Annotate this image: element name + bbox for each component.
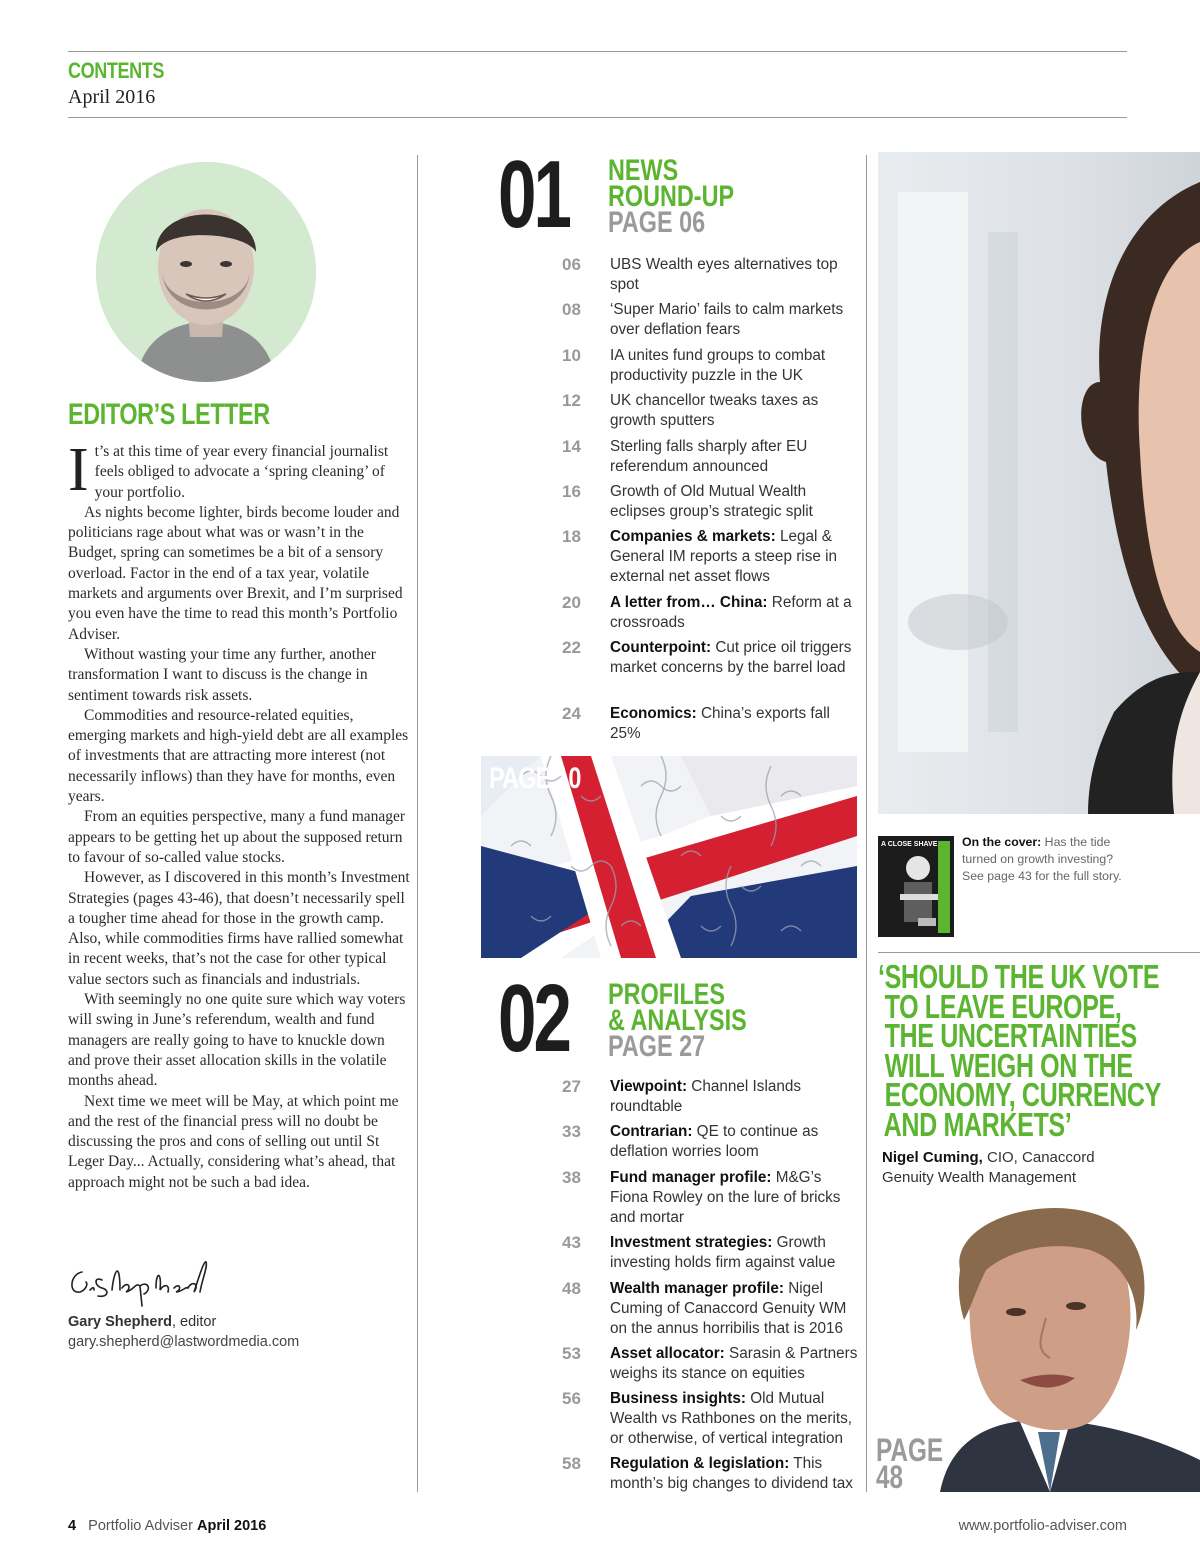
toc-entry: Sterling falls sharply after EU referendum announced — [610, 438, 808, 475]
toc-page-number: 20 — [562, 593, 581, 612]
letter-paragraph: Next time we meet will be May, at which point me and the rest of the financial press will no doubt be discussing the pros and cons of selling out until St Leger Day... Actually, considering what’s ahead, that approach might not be such a bad idea. — [68, 1092, 399, 1191]
section-title — [608, 154, 735, 239]
page-48-label: PAGE 48 — [876, 1432, 944, 1495]
toc-entry: Asset allocator: Sarasin & Partners weighs its stance on equities — [610, 1345, 858, 1382]
toc-entry: Growth of Old Mutual Wealth eclipses group’s strategic split — [610, 483, 813, 520]
toc-page-number: 06 — [562, 255, 581, 274]
toc-page-number: 22 — [562, 638, 581, 657]
letter-paragraph: However, as I discovered in this month’s Investment Strategies (pages 43-46), that doesn’t necessarily spell a tougher time ahead for those in the growth camp. Also, while commodities firms have rallied somewhat in recent weeks, that’s not the case for other typical value sectors such as financials and industrials. — [68, 869, 410, 988]
letter-paragraph: With seemingly no one quite sure which way voters will swing in June’s referendum, wealth and fund managers are really going to have to knuckle down and prove their asset allocation skills in the volatile months ahead. — [68, 991, 406, 1090]
section-number: 02 — [498, 965, 570, 1072]
footer-issue: April 2016 — [196, 1518, 267, 1534]
section-title-line: PROFILES — [608, 978, 726, 1011]
toc-entry: A letter from… China: Reform at a crossroads — [610, 594, 852, 631]
editor-role: , editor — [171, 1314, 217, 1330]
toc-page-number: 53 — [562, 1344, 581, 1363]
section-title-line: & ANALYSIS — [608, 1004, 747, 1037]
toc-entry: Contrarian: QE to continue as deflation worries loom — [610, 1123, 819, 1160]
section-title-line: ROUND-UP — [608, 180, 735, 213]
column-rule-right — [866, 155, 867, 1492]
toc-page-number: 18 — [562, 527, 581, 546]
toc-entry: Counterpoint: Cut price oil triggers market concerns by the barrel load — [610, 639, 852, 676]
toc-page-number: 12 — [562, 391, 581, 410]
toc-page-number: 58 — [562, 1454, 581, 1473]
quote-role: CIO, Canaccord Genuity Wealth Management — [882, 1149, 1095, 1186]
section-title — [608, 978, 747, 1063]
quote-name: Nigel Cuming, — [882, 1149, 983, 1166]
toc-page-number: 27 — [562, 1077, 581, 1096]
toc-entry: Companies & markets: Legal & General IM reports a steep rise in external net asset flows — [610, 528, 838, 585]
editor-email-link[interactable]: gary.shepherd@lastwordmedia.com — [68, 1334, 300, 1350]
letter-paragraph: It’s at this time of year every financial journalist feels obliged to advocate a ‘spring cleaning’ of your portfolio. — [68, 436, 389, 504]
editor-byline — [68, 1314, 216, 1330]
editor-signature — [64, 1250, 234, 1310]
toc-page-number: 38 — [562, 1168, 581, 1187]
editor-photo — [96, 162, 316, 382]
cover-portrait-photo[interactable] — [878, 152, 1200, 814]
cover-thumb-text: A CLOSE SHAVE — [881, 841, 938, 848]
toc-entry: Business insights: Old Mutual Wealth vs Rathbones on the merits, or otherwise, of vertical integration — [610, 1390, 853, 1447]
toc-entry: UK chancellor tweaks taxes as growth sputters — [610, 392, 819, 429]
toc-page-number: 43 — [562, 1233, 581, 1252]
section-title-line: NEWS — [608, 154, 679, 187]
toc-entry: Fund manager profile: M&G’s Fiona Rowley on the lure of bricks and mortar — [610, 1169, 841, 1226]
toc-page-number: 08 — [562, 300, 581, 319]
toc-page-number: 10 — [562, 346, 581, 365]
contents-label: CONTENTS — [68, 58, 164, 83]
toc-entry: UBS Wealth eyes alternatives top spot — [610, 256, 838, 293]
editor-name: Gary Shepherd — [68, 1314, 172, 1330]
toc-entry: IA unites fund groups to combat productivity puzzle in the UK — [610, 347, 826, 384]
toc-page-number: 14 — [562, 437, 581, 456]
cover-caption: On the cover: Has the tide turned on growth investing? See page 43 for the full story. — [962, 835, 1122, 883]
right-column-rule — [878, 952, 1200, 953]
section-page: PAGE 06 — [608, 206, 706, 239]
footer-publication: Portfolio Adviser — [88, 1518, 193, 1534]
toc-entry: Investment strategies: Growth investing holds firm against value — [610, 1234, 836, 1271]
toc-entry: Viewpoint: Channel Islands roundtable — [610, 1078, 802, 1115]
toc-entry: Regulation & legislation: This month’s big changes to dividend tax — [610, 1455, 853, 1492]
letter-paragraph: Without wasting your time any further, another transformation I want to discuss is the change in sentiment towards risk assets. — [68, 645, 376, 704]
quote-attribution — [882, 1148, 1122, 1187]
toc-page-number: 33 — [562, 1122, 581, 1141]
header-rule — [68, 117, 1127, 118]
footer-website-link[interactable]: www.portfolio-adviser.com — [958, 1518, 1127, 1534]
toc-page-number: 16 — [562, 482, 581, 501]
toc-entry: Economics: China’s exports fall 25% — [610, 705, 830, 742]
footer-folio — [68, 1518, 266, 1534]
letter-paragraph: From an equities perspective, many a fund manager appears to be getting het up about the supposed return to favour of so-called value stocks. — [68, 808, 406, 866]
top-rule — [68, 51, 1127, 52]
magazine-cover-thumbnail[interactable] — [878, 836, 954, 937]
toc-entry: Wealth manager profile: Nigel Cuming of Canaccord Genuity WM on the annus horribilis that is 2016 — [610, 1280, 847, 1337]
nigel-cuming-portrait[interactable] — [900, 1200, 1200, 1492]
column-rule-left — [417, 155, 418, 1492]
editors-letter-body — [68, 436, 410, 1193]
footer-page-number: 4 — [68, 1518, 77, 1534]
issue-date: April 2016 — [68, 86, 156, 108]
toc-page-number: 24 — [562, 704, 581, 723]
toc-entry: ‘Super Mario’ fails to calm markets over deflation fears — [610, 301, 844, 338]
section-page: PAGE 27 — [608, 1030, 706, 1063]
toc-page-number: 48 — [562, 1279, 581, 1298]
toc-page-number: 56 — [562, 1389, 581, 1408]
letter-paragraph: Commodities and resource-related equities, emerging markets and high-yield debt are all examples of investments that are attracting more interest (not necessarily inflows) than they have for months, even years. — [68, 706, 409, 806]
editors-letter-heading: EDITOR’S LETTER — [68, 398, 270, 431]
letter-paragraph: As nights become lighter, birds become louder and politicians rage about what was or wasn’t in the Budget, spring can sometimes be a bit of a sensory overload. Factor in the end of a tax year, volatile markets and arguments over Brexit, and I’m surprised you even have the time to read this month’s Portfolio Adviser. — [68, 503, 403, 643]
page-10-label: PAGE 10 — [489, 762, 581, 795]
section-number: 01 — [498, 141, 570, 248]
pull-quote: ‘SHOULD THE UK VOTE TO LEAVE EUROPE, THE UNCERTAINTIES WILL WEIGH ON THE ECONOMY, CURRENCY AND MARKETS’ — [878, 958, 1162, 1143]
drop-cap: I — [68, 436, 89, 504]
